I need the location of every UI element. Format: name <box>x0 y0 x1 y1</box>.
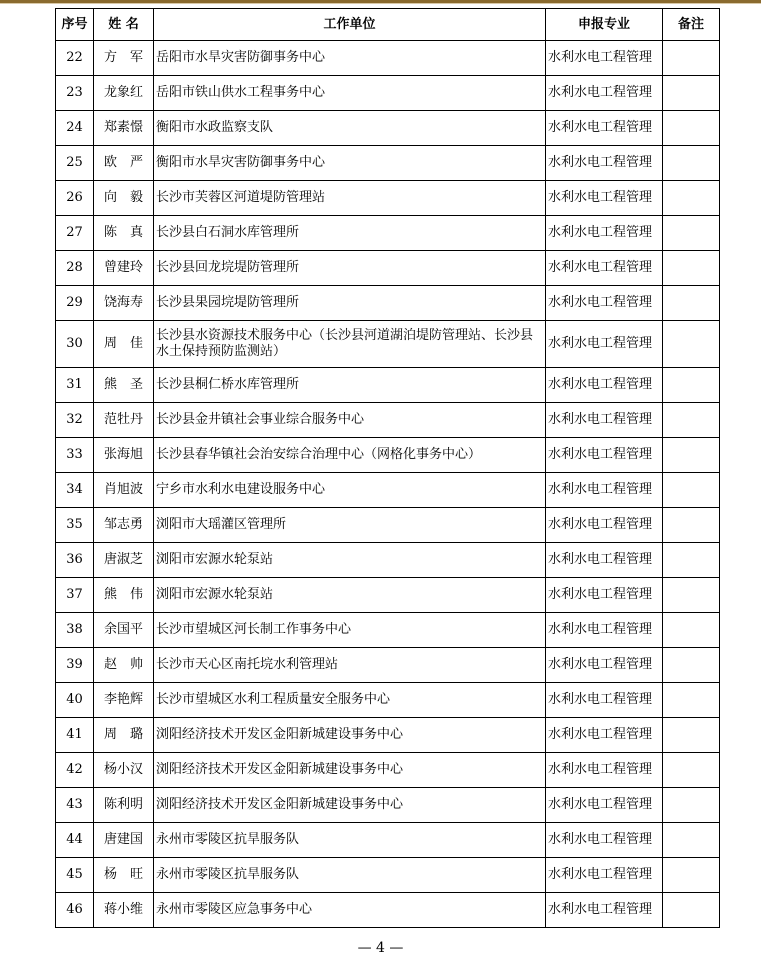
note-cell <box>663 403 720 438</box>
header-seq: 序号 <box>56 9 94 41</box>
unit-cell: 衡阳市水政监察支队 <box>154 111 546 146</box>
major-cell: 水利水电工程管理 <box>546 76 663 111</box>
major-cell: 水利水电工程管理 <box>546 578 663 613</box>
seq-cell: 27 <box>56 216 94 251</box>
note-cell <box>663 683 720 718</box>
note-cell <box>663 543 720 578</box>
name-cell: 赵 帅 <box>94 648 154 683</box>
major-cell: 水利水电工程管理 <box>546 508 663 543</box>
major-cell: 水利水电工程管理 <box>546 893 663 928</box>
roster-table <box>55 8 720 928</box>
unit-cell: 长沙县春华镇社会治安综合治理中心（网格化事务中心） <box>154 438 546 473</box>
unit-cell: 长沙县水资源技术服务中心（长沙县河道湖泊堤防管理站、长沙县水土保持预防监测站） <box>154 321 546 368</box>
unit-cell: 长沙市望城区河长制工作事务中心 <box>154 613 546 648</box>
table-row <box>56 181 720 216</box>
name-cell: 郑素憬 <box>94 111 154 146</box>
major-cell: 水利水电工程管理 <box>546 146 663 181</box>
unit-cell: 浏阳市宏源水轮泵站 <box>154 578 546 613</box>
seq-cell: 24 <box>56 111 94 146</box>
header-major: 申报专业 <box>546 9 663 41</box>
header-unit: 工作单位 <box>154 9 546 41</box>
table-row <box>56 683 720 718</box>
name-cell: 杨 旺 <box>94 858 154 893</box>
table-row <box>56 613 720 648</box>
unit-cell: 长沙市芙蓉区河道堤防管理站 <box>154 181 546 216</box>
table-row <box>56 753 720 788</box>
major-cell: 水利水电工程管理 <box>546 788 663 823</box>
name-cell: 余国平 <box>94 613 154 648</box>
table-row <box>56 41 720 76</box>
table-row <box>56 543 720 578</box>
table-row <box>56 508 720 543</box>
page-number: — 4 — <box>357 940 404 956</box>
name-cell: 熊 伟 <box>94 578 154 613</box>
seq-cell: 45 <box>56 858 94 893</box>
seq-cell: 29 <box>56 286 94 321</box>
seq-cell: 40 <box>56 683 94 718</box>
note-cell <box>663 893 720 928</box>
major-cell: 水利水电工程管理 <box>546 41 663 76</box>
unit-cell: 宁乡市水利水电建设服务中心 <box>154 473 546 508</box>
name-cell: 李艳辉 <box>94 683 154 718</box>
unit-cell: 长沙县果园垸堤防管理所 <box>154 286 546 321</box>
seq-cell: 43 <box>56 788 94 823</box>
header-row <box>56 9 720 41</box>
table-row <box>56 321 720 368</box>
name-cell: 邹志勇 <box>94 508 154 543</box>
major-cell: 水利水电工程管理 <box>546 648 663 683</box>
major-cell: 水利水电工程管理 <box>546 216 663 251</box>
major-cell: 水利水电工程管理 <box>546 181 663 216</box>
seq-cell: 26 <box>56 181 94 216</box>
unit-cell: 浏阳市宏源水轮泵站 <box>154 543 546 578</box>
note-cell <box>663 368 720 403</box>
note-cell <box>663 858 720 893</box>
name-cell: 欧 严 <box>94 146 154 181</box>
name-cell: 周 佳 <box>94 321 154 368</box>
note-cell <box>663 613 720 648</box>
major-cell: 水利水电工程管理 <box>546 403 663 438</box>
table-row <box>56 718 720 753</box>
name-cell: 陈利明 <box>94 788 154 823</box>
table-row <box>56 823 720 858</box>
unit-cell: 长沙县金井镇社会事业综合服务中心 <box>154 403 546 438</box>
table-row <box>56 473 720 508</box>
major-cell: 水利水电工程管理 <box>546 683 663 718</box>
table-row <box>56 368 720 403</box>
name-cell: 唐淑芝 <box>94 543 154 578</box>
unit-cell: 浏阳经济技术开发区金阳新城建设事务中心 <box>154 753 546 788</box>
name-cell: 肖旭波 <box>94 473 154 508</box>
major-cell: 水利水电工程管理 <box>546 368 663 403</box>
top-border-rule-thin <box>0 3 761 4</box>
name-cell: 曾建玲 <box>94 251 154 286</box>
unit-cell: 长沙市天心区南托垸水利管理站 <box>154 648 546 683</box>
seq-cell: 37 <box>56 578 94 613</box>
seq-cell: 46 <box>56 893 94 928</box>
seq-cell: 22 <box>56 41 94 76</box>
note-cell <box>663 41 720 76</box>
table-row <box>56 438 720 473</box>
note-cell <box>663 508 720 543</box>
note-cell <box>663 286 720 321</box>
major-cell: 水利水电工程管理 <box>546 321 663 368</box>
unit-cell: 岳阳市铁山供水工程事务中心 <box>154 76 546 111</box>
table-row <box>56 648 720 683</box>
major-cell: 水利水电工程管理 <box>546 753 663 788</box>
seq-cell: 33 <box>56 438 94 473</box>
unit-cell: 长沙县白石洞水库管理所 <box>154 216 546 251</box>
seq-cell: 28 <box>56 251 94 286</box>
name-cell: 饶海寿 <box>94 286 154 321</box>
table-row <box>56 858 720 893</box>
name-cell: 陈 真 <box>94 216 154 251</box>
note-cell <box>663 473 720 508</box>
name-cell: 唐建国 <box>94 823 154 858</box>
seq-cell: 23 <box>56 76 94 111</box>
note-cell <box>663 823 720 858</box>
seq-cell: 36 <box>56 543 94 578</box>
unit-cell: 浏阳经济技术开发区金阳新城建设事务中心 <box>154 788 546 823</box>
note-cell <box>663 111 720 146</box>
table-row <box>56 76 720 111</box>
note-cell <box>663 216 720 251</box>
major-cell: 水利水电工程管理 <box>546 286 663 321</box>
table-row <box>56 788 720 823</box>
table-row <box>56 146 720 181</box>
seq-cell: 30 <box>56 321 94 368</box>
unit-cell: 永州市零陵区应急事务中心 <box>154 893 546 928</box>
note-cell <box>663 578 720 613</box>
header-note: 备注 <box>663 9 720 41</box>
major-cell: 水利水电工程管理 <box>546 613 663 648</box>
seq-cell: 25 <box>56 146 94 181</box>
seq-cell: 39 <box>56 648 94 683</box>
unit-cell: 岳阳市水旱灾害防御事务中心 <box>154 41 546 76</box>
unit-cell: 浏阳市大瑶灌区管理所 <box>154 508 546 543</box>
name-cell: 龙象红 <box>94 76 154 111</box>
seq-cell: 42 <box>56 753 94 788</box>
seq-cell: 38 <box>56 613 94 648</box>
seq-cell: 44 <box>56 823 94 858</box>
note-cell <box>663 146 720 181</box>
header-name: 姓 名 <box>94 9 154 41</box>
note-cell <box>663 181 720 216</box>
note-cell <box>663 753 720 788</box>
name-cell: 杨小汉 <box>94 753 154 788</box>
table-row <box>56 216 720 251</box>
major-cell: 水利水电工程管理 <box>546 718 663 753</box>
unit-cell: 永州市零陵区抗旱服务队 <box>154 858 546 893</box>
table-row <box>56 578 720 613</box>
major-cell: 水利水电工程管理 <box>546 543 663 578</box>
table-row <box>56 286 720 321</box>
unit-cell: 衡阳市水旱灾害防御事务中心 <box>154 146 546 181</box>
major-cell: 水利水电工程管理 <box>546 111 663 146</box>
note-cell <box>663 438 720 473</box>
major-cell: 水利水电工程管理 <box>546 251 663 286</box>
major-cell: 水利水电工程管理 <box>546 823 663 858</box>
name-cell: 周 璐 <box>94 718 154 753</box>
unit-cell: 长沙县回龙垸堤防管理所 <box>154 251 546 286</box>
unit-cell: 永州市零陵区抗旱服务队 <box>154 823 546 858</box>
roster-body <box>56 41 720 928</box>
note-cell <box>663 321 720 368</box>
seq-cell: 41 <box>56 718 94 753</box>
name-cell: 向 毅 <box>94 181 154 216</box>
table-row <box>56 403 720 438</box>
note-cell <box>663 648 720 683</box>
table-row <box>56 251 720 286</box>
name-cell: 张海旭 <box>94 438 154 473</box>
name-cell: 蒋小维 <box>94 893 154 928</box>
name-cell: 熊 圣 <box>94 368 154 403</box>
major-cell: 水利水电工程管理 <box>546 438 663 473</box>
note-cell <box>663 788 720 823</box>
major-cell: 水利水电工程管理 <box>546 858 663 893</box>
name-cell: 方 军 <box>94 41 154 76</box>
unit-cell: 长沙县桐仁桥水库管理所 <box>154 368 546 403</box>
seq-cell: 35 <box>56 508 94 543</box>
note-cell <box>663 718 720 753</box>
table-row <box>56 111 720 146</box>
unit-cell: 浏阳经济技术开发区金阳新城建设事务中心 <box>154 718 546 753</box>
major-cell: 水利水电工程管理 <box>546 473 663 508</box>
unit-cell: 长沙市望城区水利工程质量安全服务中心 <box>154 683 546 718</box>
note-cell <box>663 251 720 286</box>
table-row <box>56 893 720 928</box>
seq-cell: 32 <box>56 403 94 438</box>
seq-cell: 34 <box>56 473 94 508</box>
note-cell <box>663 76 720 111</box>
seq-cell: 31 <box>56 368 94 403</box>
name-cell: 范牡丹 <box>94 403 154 438</box>
